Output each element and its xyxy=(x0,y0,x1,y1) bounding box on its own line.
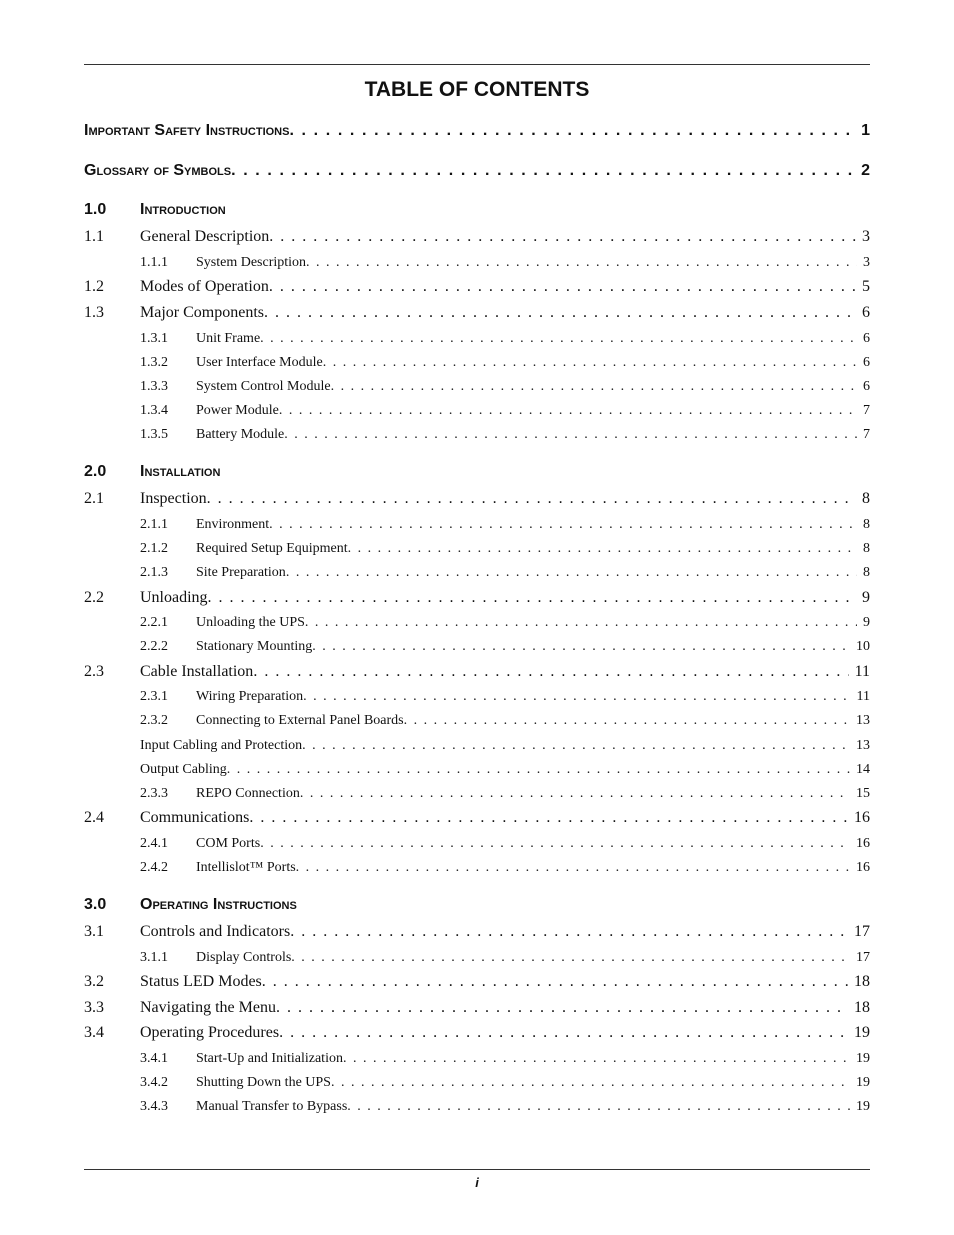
toc-entry-page: 11 xyxy=(856,689,870,704)
toc-entry-number: 1.3 xyxy=(84,304,104,321)
toc-entry-page: 2 xyxy=(861,162,870,179)
toc-dot-leader xyxy=(286,565,857,581)
toc-entry-number: 3.1 xyxy=(84,923,104,940)
toc-entry[interactable] xyxy=(84,809,870,831)
toc-dot-leader xyxy=(269,278,856,296)
toc-entry-label: Wiring Preparation xyxy=(196,689,304,704)
toc-entry[interactable] xyxy=(84,713,870,733)
toc-entry-page: 16 xyxy=(854,809,870,826)
toc-entry-page: 15 xyxy=(856,786,870,801)
toc-entry[interactable] xyxy=(84,1099,870,1119)
toc-entry-label: Stationary Mounting xyxy=(196,639,313,654)
toc-entry-page: 1 xyxy=(861,122,870,139)
toc-dot-leader xyxy=(303,689,850,705)
toc-entry-label: Site Preparation xyxy=(196,565,286,580)
toc-entry-page: 7 xyxy=(863,427,870,442)
toc-entry-page: 8 xyxy=(862,490,870,507)
toc-entry[interactable] xyxy=(84,950,870,970)
toc-entry-page: 10 xyxy=(856,639,870,654)
toc-dot-leader xyxy=(269,228,856,246)
toc-entry[interactable] xyxy=(84,331,870,351)
toc-dot-leader xyxy=(279,1024,848,1042)
toc-dot-leader xyxy=(347,1099,850,1115)
toc-entry-page: 8 xyxy=(863,517,870,532)
toc-entry[interactable] xyxy=(84,738,870,758)
toc-entry[interactable] xyxy=(84,639,870,659)
toc-entry-label: Display Controls xyxy=(196,950,292,965)
toc-entry-label: Operating Instructions xyxy=(140,896,297,913)
toc-entry[interactable] xyxy=(84,762,870,782)
toc-entry-label: Controls and Indicators xyxy=(140,923,291,940)
header-rule xyxy=(84,64,870,65)
toc-entry-number: 1.0 xyxy=(84,201,107,218)
toc-entry-label: Manual Transfer to Bypass xyxy=(196,1099,348,1114)
toc-dot-leader xyxy=(289,122,855,140)
toc-entry-label: Input Cabling and Protection xyxy=(140,738,303,753)
toc-entry-label: Unit Frame xyxy=(196,331,261,346)
toc-dot-leader xyxy=(305,615,857,631)
toc-entry-page: 6 xyxy=(863,331,870,346)
toc-entry-page: 19 xyxy=(856,1099,870,1114)
toc-dot-leader xyxy=(331,379,857,395)
footer-rule xyxy=(84,1169,870,1170)
toc-entry[interactable] xyxy=(84,463,870,485)
toc-entry-label: Shutting Down the UPS xyxy=(196,1075,331,1090)
toc-dot-leader xyxy=(312,639,850,655)
toc-dot-leader xyxy=(260,331,857,347)
toc-entry[interactable] xyxy=(84,860,870,880)
toc-entry-number: 2.1 xyxy=(84,490,104,507)
toc-entry-number: 1.3.3 xyxy=(140,379,168,394)
toc-entry-label: Cable Installation xyxy=(140,663,254,680)
toc-dot-leader xyxy=(306,255,857,271)
toc-entry-page: 6 xyxy=(862,304,870,321)
toc-entry-number: 3.4.3 xyxy=(140,1099,168,1114)
toc-entry[interactable] xyxy=(84,1075,870,1095)
toc-entry-page: 14 xyxy=(856,762,870,777)
toc-entry-number: 3.4 xyxy=(84,1024,104,1041)
toc-entry-label: Start-Up and Initialization xyxy=(196,1051,343,1066)
toc-entry-page: 8 xyxy=(863,565,870,580)
toc-dot-leader xyxy=(207,490,856,508)
toc-entry-label: Status LED Modes xyxy=(140,973,262,990)
toc-entry-page: 18 xyxy=(854,973,870,990)
toc-entry[interactable] xyxy=(84,541,870,561)
toc-dot-leader xyxy=(404,713,850,729)
toc-dot-leader xyxy=(249,809,848,827)
toc-entry-label: REPO Connection xyxy=(196,786,300,801)
toc-entry-label: Unloading the UPS xyxy=(196,615,305,630)
toc-entry-number: 2.3 xyxy=(84,663,104,680)
toc-entry[interactable] xyxy=(84,379,870,399)
toc-entry-number: 2.2.1 xyxy=(140,615,168,630)
toc-entry[interactable] xyxy=(84,786,870,806)
toc-dot-leader xyxy=(208,589,856,607)
toc-dot-leader xyxy=(290,923,848,941)
toc-entry[interactable] xyxy=(84,427,870,447)
toc-entry-label: Environment xyxy=(196,517,270,532)
toc-entry[interactable] xyxy=(84,255,870,275)
toc-entry-label: Connecting to External Panel Boards xyxy=(196,713,404,728)
toc-entry-number: 2.1.2 xyxy=(140,541,168,556)
toc-dot-leader xyxy=(279,403,857,419)
toc-entry[interactable] xyxy=(84,355,870,375)
toc-entry-label: Introduction xyxy=(140,201,226,218)
toc-entry[interactable] xyxy=(84,1051,870,1071)
toc-entry-label: Communications xyxy=(140,809,250,826)
toc-entry-number: 1.3.2 xyxy=(140,355,168,370)
toc-entry-page: 19 xyxy=(856,1051,870,1066)
toc-entry-page: 11 xyxy=(854,663,870,680)
toc-entry-page: 7 xyxy=(863,403,870,418)
toc-entry-label: Output Cabling xyxy=(140,762,227,777)
toc-entry-number: 2.1.3 xyxy=(140,565,168,580)
toc-entry-page: 5 xyxy=(862,278,870,295)
toc-entry[interactable] xyxy=(84,201,870,223)
toc-entry-number: 1.2 xyxy=(84,278,104,295)
toc-entry-number: 2.2 xyxy=(84,589,104,606)
toc-dot-leader xyxy=(302,738,850,754)
toc-entry-number: 2.2.2 xyxy=(140,639,168,654)
toc-dot-leader xyxy=(291,950,850,966)
toc-entry-number: 1.3.4 xyxy=(140,403,168,418)
toc-dot-leader xyxy=(323,355,857,371)
toc-entry-number: 2.0 xyxy=(84,463,107,480)
toc-entry-label: Glossary of Symbols xyxy=(84,162,232,179)
toc-entry-label: Modes of Operation xyxy=(140,278,269,295)
toc-entry-label: Inspection xyxy=(140,490,207,507)
toc-entry[interactable] xyxy=(84,973,870,995)
toc-entry-number: 3.2 xyxy=(84,973,104,990)
toc-entry-page: 6 xyxy=(863,355,870,370)
toc-entry-number: 2.1.1 xyxy=(140,517,168,532)
toc-entry-number: 1.1 xyxy=(84,228,104,245)
toc-entry-label: Operating Procedures xyxy=(140,1024,280,1041)
toc-entry[interactable] xyxy=(84,999,870,1021)
toc-dot-leader xyxy=(348,541,857,557)
toc-entry-label: Battery Module xyxy=(196,427,285,442)
toc-entry-number: 2.3.2 xyxy=(140,713,168,728)
toc-entry-number: 2.4 xyxy=(84,809,104,826)
toc-dot-leader xyxy=(227,762,850,778)
toc-entry-page: 3 xyxy=(863,255,870,270)
page-title: TABLE OF CONTENTS xyxy=(364,78,590,101)
toc-entry-label: General Description xyxy=(140,228,270,245)
toc-entry-number: 1.3.5 xyxy=(140,427,168,442)
toc-entry-label: Unloading xyxy=(140,589,208,606)
toc-entry[interactable] xyxy=(84,162,870,184)
toc-entry-page: 16 xyxy=(856,836,870,851)
toc-entry[interactable] xyxy=(84,228,870,250)
toc-entry[interactable] xyxy=(84,517,870,537)
toc-entry-page: 3 xyxy=(862,228,870,245)
toc-entry[interactable] xyxy=(84,122,870,144)
toc-entry-label: Power Module xyxy=(196,403,279,418)
toc-dot-leader xyxy=(253,663,848,681)
toc-entry-label: Required Setup Equipment xyxy=(196,541,348,556)
toc-entry-label: System Control Module xyxy=(196,379,331,394)
toc-entry-page: 17 xyxy=(854,923,870,940)
toc-dot-leader xyxy=(300,786,850,802)
toc-dot-leader xyxy=(231,162,855,180)
toc-entry[interactable] xyxy=(84,663,870,685)
toc-entry-page: 8 xyxy=(863,541,870,556)
toc-dot-leader xyxy=(343,1051,850,1067)
toc-entry-page: 13 xyxy=(856,738,870,753)
toc-entry-page: 6 xyxy=(863,379,870,394)
toc-entry-number: 3.0 xyxy=(84,896,107,913)
toc-dot-leader xyxy=(276,999,848,1017)
toc-entry-label: Installation xyxy=(140,463,221,480)
toc-dot-leader xyxy=(331,1075,850,1091)
toc-entry[interactable] xyxy=(84,278,870,300)
toc-dot-leader xyxy=(264,304,856,322)
toc-entry[interactable] xyxy=(84,923,870,945)
toc-entry-label: User Interface Module xyxy=(196,355,323,370)
toc-entry[interactable] xyxy=(84,836,870,856)
toc-entry-page: 18 xyxy=(854,999,870,1016)
toc-entry-label: System Description xyxy=(196,255,307,270)
toc-entry-number: 3.4.1 xyxy=(140,1051,168,1066)
toc-entry[interactable] xyxy=(84,589,870,611)
toc-entry-label: Navigating the Menu xyxy=(140,999,276,1016)
toc-entry-label: Important Safety Instructions xyxy=(84,122,290,139)
toc-entry-number: 1.1.1 xyxy=(140,255,168,270)
toc-entry-number: 2.3.3 xyxy=(140,786,168,801)
toc-entry-page: 19 xyxy=(856,1075,870,1090)
toc-entry-page: 17 xyxy=(856,950,870,965)
toc-dot-leader xyxy=(260,836,850,852)
toc-entry[interactable] xyxy=(84,615,870,635)
toc-dot-leader xyxy=(296,860,850,876)
toc-entry[interactable] xyxy=(84,304,870,326)
toc-entry-number: 3.1.1 xyxy=(140,950,168,965)
page-number: i xyxy=(475,1175,479,1190)
toc-entry-label: Intellislot™ Ports xyxy=(196,860,296,875)
toc-entry[interactable] xyxy=(84,1024,870,1046)
toc-dot-leader xyxy=(284,427,857,443)
toc-entry-label: COM Ports xyxy=(196,836,261,851)
toc-entry[interactable] xyxy=(84,896,870,918)
toc-dot-leader xyxy=(269,517,857,533)
toc-entry-number: 3.3 xyxy=(84,999,104,1016)
toc-entry-page: 16 xyxy=(856,860,870,875)
toc-entry-page: 19 xyxy=(854,1024,870,1041)
toc-entry[interactable] xyxy=(84,565,870,585)
toc-entry-page: 13 xyxy=(856,713,870,728)
toc-entry-page: 9 xyxy=(863,615,870,630)
toc-entry[interactable] xyxy=(84,490,870,512)
toc-entry[interactable] xyxy=(84,403,870,423)
toc-dot-leader xyxy=(262,973,848,991)
toc-entry-number: 2.3.1 xyxy=(140,689,168,704)
toc-entry[interactable] xyxy=(84,689,870,709)
toc-entry-number: 2.4.2 xyxy=(140,860,168,875)
toc-entry-number: 2.4.1 xyxy=(140,836,168,851)
toc-entry-number: 1.3.1 xyxy=(140,331,168,346)
toc-entry-label: Major Components xyxy=(140,304,264,321)
toc-entry-page: 9 xyxy=(862,589,870,606)
toc-entry-number: 3.4.2 xyxy=(140,1075,168,1090)
